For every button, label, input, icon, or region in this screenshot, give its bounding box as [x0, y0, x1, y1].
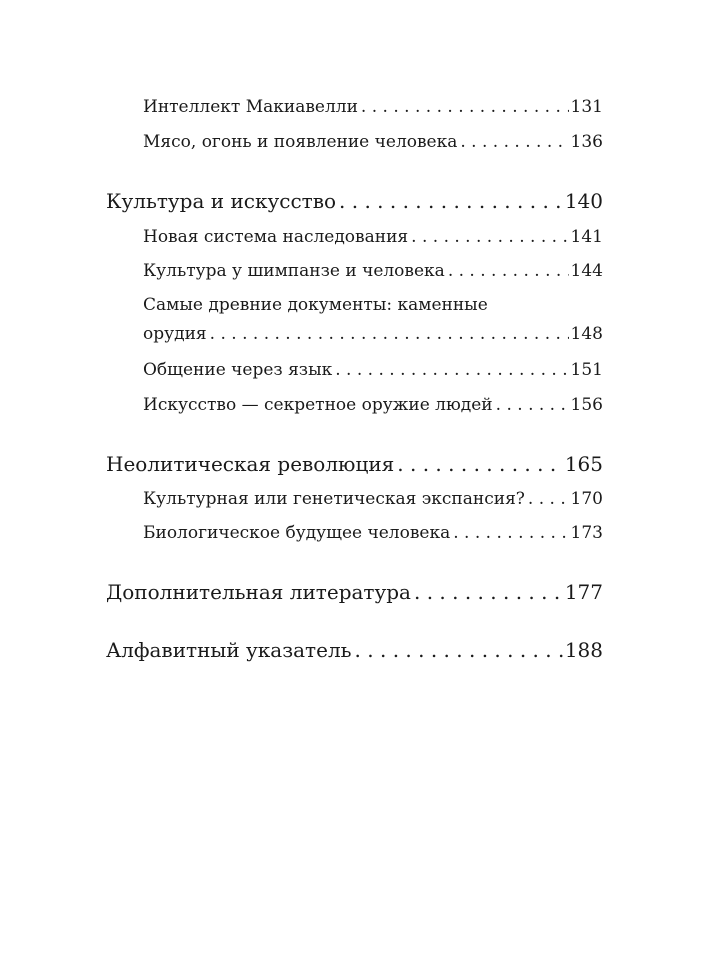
toc-chapter-neolithic-revolution[interactable] — [106, 452, 603, 476]
dot-leader — [453, 523, 568, 543]
toc-entry-title: Культурная или генетическая экспансия? — [143, 489, 525, 509]
dot-leader — [460, 132, 568, 152]
toc-chapter-culture-and-art[interactable] — [106, 189, 603, 213]
toc-entry-machiavellian-intelligence[interactable] — [143, 97, 603, 117]
dot-leader — [210, 324, 569, 344]
toc-entry-page: 141 — [570, 227, 603, 247]
toc-chapter-alphabetical-index[interactable] — [106, 638, 603, 662]
toc-chapter-page: 140 — [564, 189, 603, 213]
toc-entry-title: Искусство — секретное оружие людей — [143, 395, 493, 415]
toc-entry-title: Интеллект Макиавелли — [143, 97, 358, 117]
toc-entry-communication-language[interactable] — [143, 360, 603, 380]
toc-entry-page: 148 — [570, 324, 603, 344]
toc-entry-art-secret-weapon[interactable] — [143, 395, 603, 415]
toc-entry-title: Новая система наследования — [143, 227, 409, 247]
dot-leader — [339, 189, 563, 213]
toc-chapter-title: Культура и искусство — [106, 189, 337, 213]
dot-leader — [414, 580, 563, 604]
toc-entry-title: Культура у шимпанзе и человека — [143, 261, 445, 281]
toc-entry-title: орудия — [143, 324, 207, 344]
toc-chapter-title: Неолитическая революция — [106, 452, 395, 476]
toc-entry-page: 131 — [570, 97, 603, 117]
toc-entry-title: Биологическое будущее человека — [143, 523, 451, 543]
toc-chapter-page: 165 — [564, 452, 603, 476]
toc-chapter-further-reading[interactable] — [106, 580, 603, 604]
toc-entry-oldest-documents-line1[interactable]: Самые древние документы: каменные — [143, 295, 488, 315]
toc-entry-page: 156 — [570, 395, 603, 415]
toc-entry-biological-future[interactable] — [143, 523, 603, 543]
toc-entry-page: 173 — [570, 523, 603, 543]
toc-entry-meat-fire[interactable] — [143, 132, 603, 152]
toc-entry-page: 151 — [570, 360, 603, 380]
toc-entry-page: 170 — [570, 489, 603, 509]
dot-leader — [335, 360, 568, 380]
dot-leader — [448, 261, 569, 281]
toc-chapter-title: Алфавитный указатель — [106, 638, 352, 662]
dot-leader — [496, 395, 569, 415]
toc-entry-page: 136 — [570, 132, 603, 152]
toc-entry-page: 144 — [570, 261, 603, 281]
dot-leader — [411, 227, 568, 247]
dot-leader — [397, 452, 563, 476]
toc-chapter-page: 177 — [564, 580, 603, 604]
dot-leader — [528, 489, 569, 509]
toc-chapter-title: Дополнительная литература — [106, 580, 411, 604]
toc-entry-new-inheritance-system[interactable] — [143, 227, 603, 247]
toc-entry-chimp-human-culture[interactable] — [143, 261, 603, 281]
toc-entry-cultural-genetic-expansion[interactable] — [143, 489, 603, 509]
dot-leader — [355, 638, 563, 662]
toc-chapter-page: 188 — [564, 638, 603, 662]
toc-entry-title: Общение через язык — [143, 360, 333, 380]
toc-entry-oldest-documents[interactable] — [143, 324, 603, 344]
toc-entry-title: Мясо, огонь и появление человека — [143, 132, 458, 152]
dot-leader — [361, 97, 569, 117]
